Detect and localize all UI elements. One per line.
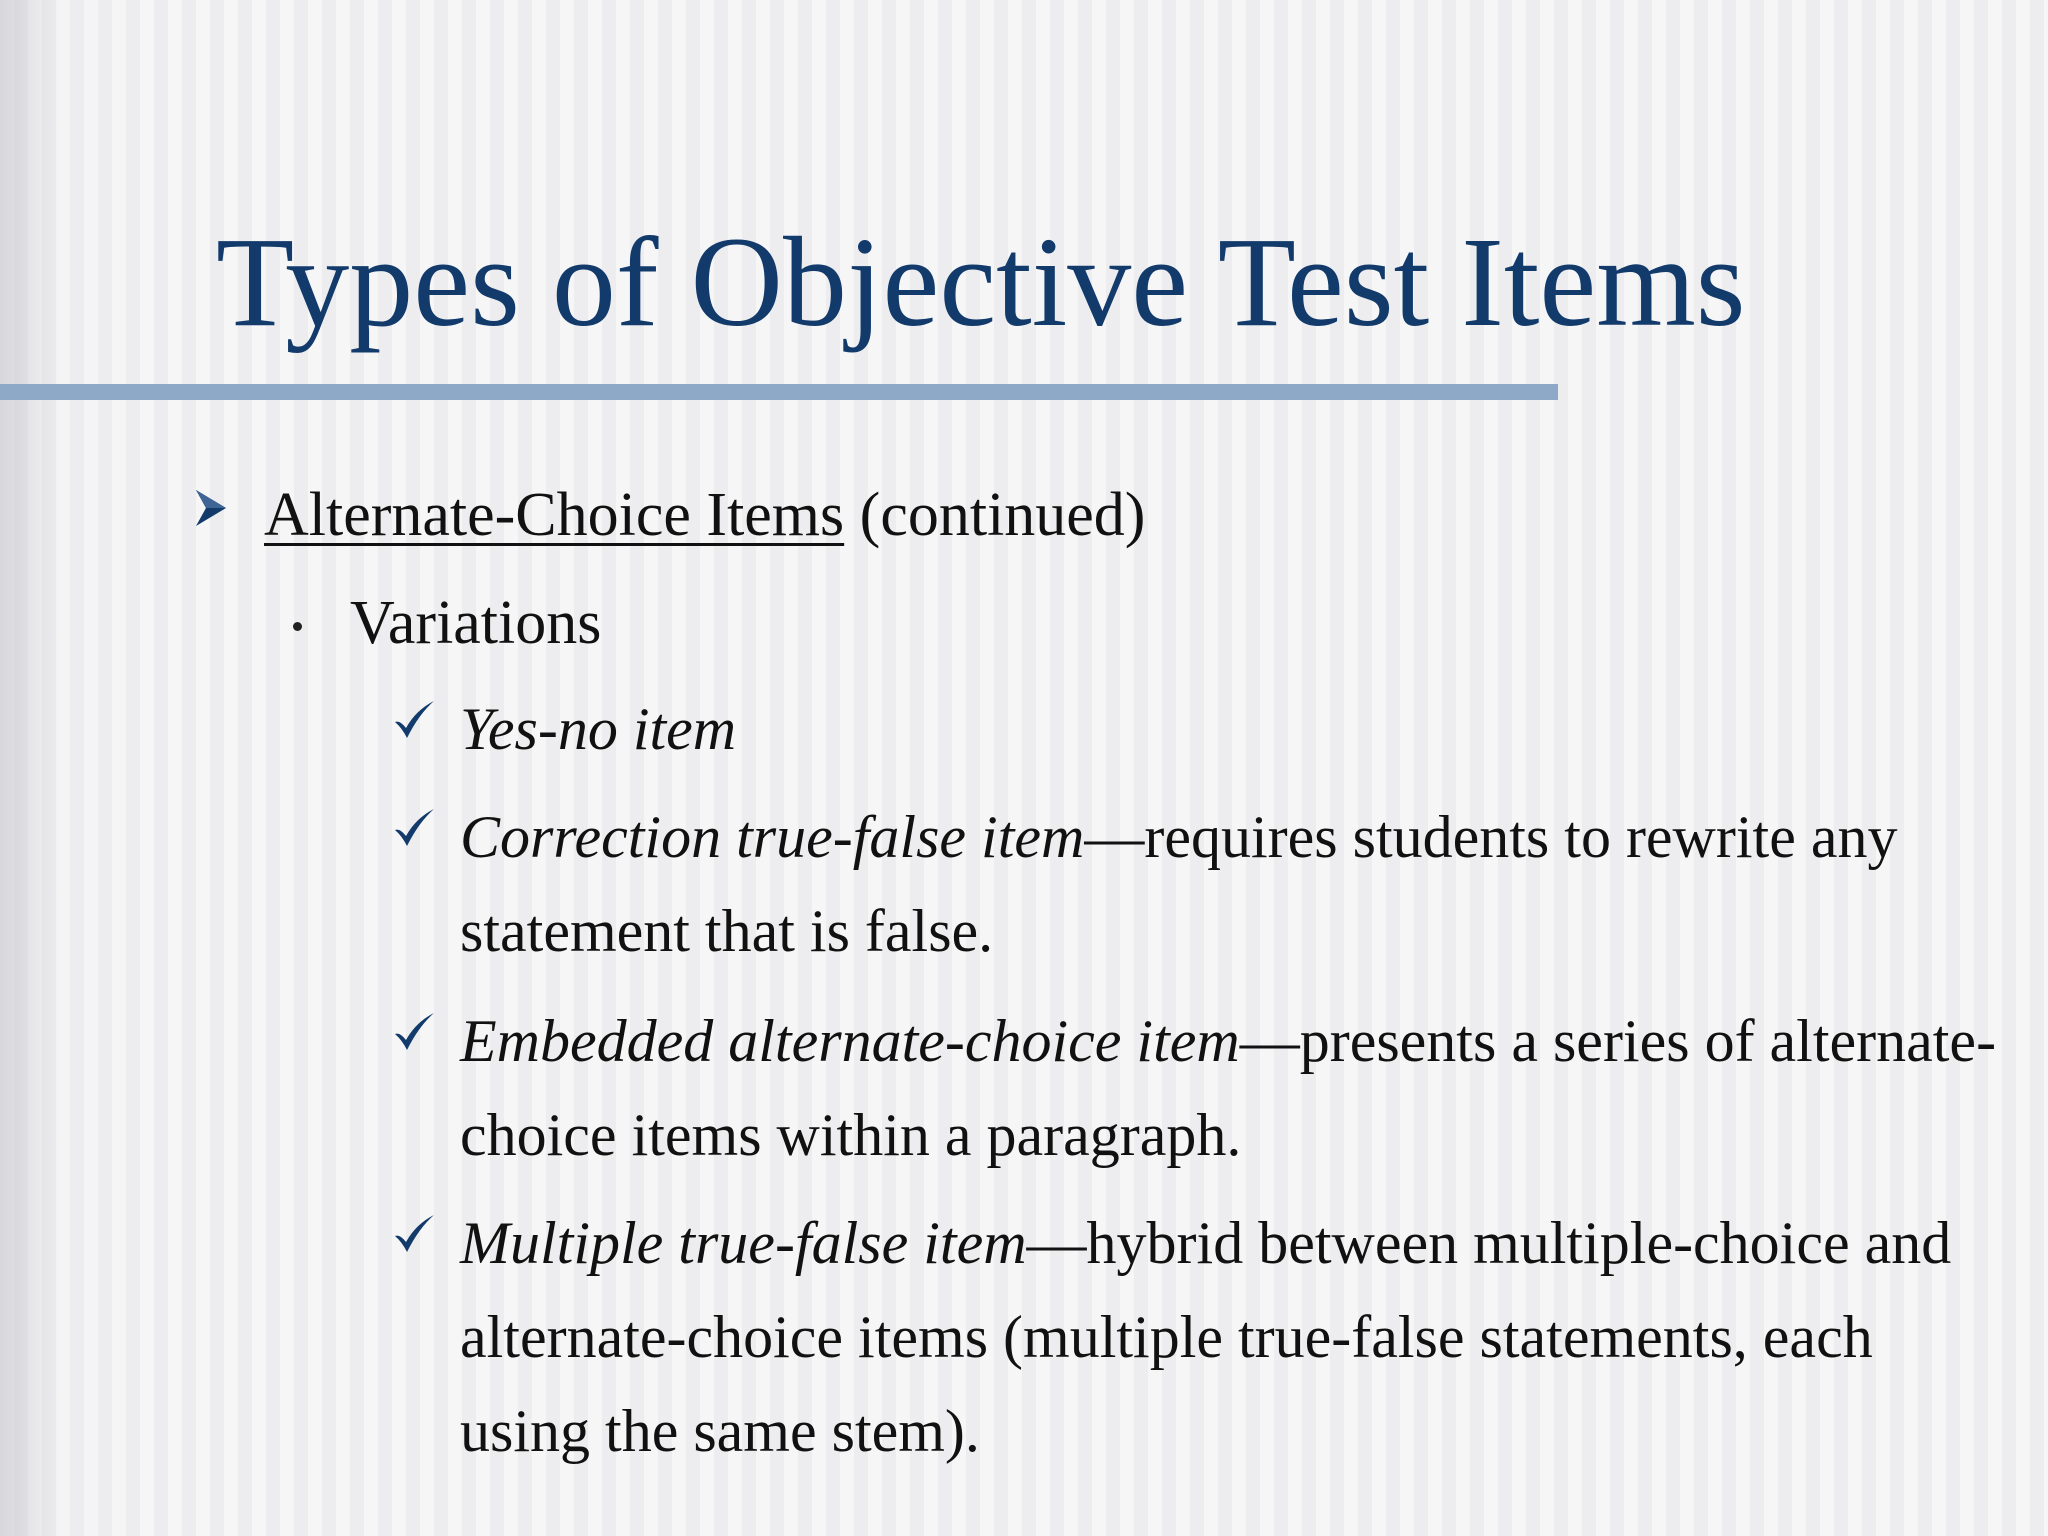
variations-label: Variations: [350, 589, 602, 657]
checkmark-icon: [392, 806, 436, 850]
variation-item: [460, 1196, 2000, 1478]
variation-description: —presents a series of alternate-choice items within a paragraph.: [460, 1008, 1997, 1168]
variation-term: Embedded alternate-choice item: [460, 1008, 1240, 1074]
variation-item: [460, 994, 2000, 1182]
level1-bullet-text: [264, 478, 1145, 552]
variation-item: [460, 682, 2000, 776]
alternate-choice-heading: Alternate-Choice Items: [264, 481, 845, 549]
slide-title: Types of Objective Test Items: [216, 211, 1746, 353]
variation-description: —requires students to rewrite any statement that is false.: [460, 804, 1898, 964]
checkmark-icon: [392, 698, 436, 742]
variation-term: Correction true-false item: [460, 804, 1085, 870]
arrowhead-icon: [194, 488, 228, 528]
checkmark-icon: [392, 1010, 436, 1054]
variation-term: Yes-no item: [460, 696, 737, 762]
variation-term: Multiple true-false item: [460, 1210, 1027, 1276]
checkmark-icon: [392, 1212, 436, 1256]
variation-item: [460, 790, 2000, 978]
variation-description: —hybrid between multiple-choice and alternate-choice items (multiple true-false statements, each using the same stem).: [460, 1210, 1952, 1464]
continued-label: (continued): [844, 481, 1146, 549]
dot-icon: [293, 622, 302, 631]
